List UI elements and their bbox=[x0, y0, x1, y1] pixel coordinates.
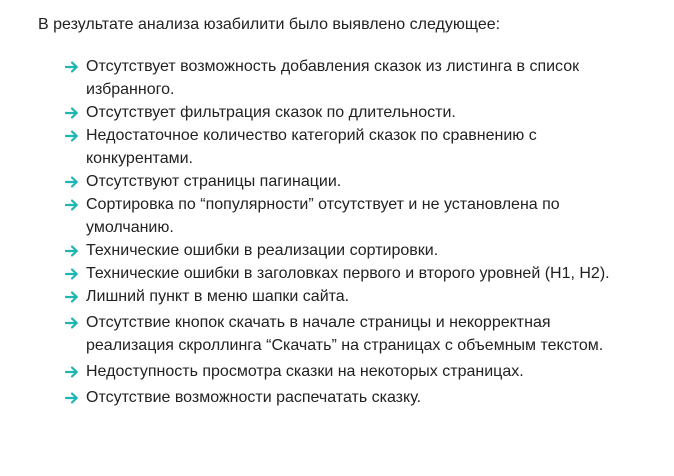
right-arrow-icon bbox=[65, 101, 81, 124]
right-arrow-icon bbox=[65, 360, 81, 383]
right-arrow-icon bbox=[65, 285, 81, 308]
right-arrow-icon bbox=[65, 193, 81, 216]
list-item bbox=[65, 386, 625, 409]
intro-text: В результате анализа юзабилити было выявлено следующее: bbox=[38, 16, 501, 33]
right-arrow-icon bbox=[65, 170, 81, 193]
list-item bbox=[65, 285, 625, 308]
finding-text: Лишний пункт в меню шапки сайта. bbox=[86, 288, 350, 305]
right-arrow-icon bbox=[65, 386, 81, 409]
finding-text: Отсутствует фильтрация сказок по длительности. bbox=[86, 104, 456, 121]
right-arrow-icon bbox=[65, 239, 81, 262]
right-arrow-icon bbox=[65, 55, 81, 78]
finding-text: Отсутствуют страницы пагинации. bbox=[86, 173, 342, 190]
list-item bbox=[65, 55, 625, 101]
list-item bbox=[65, 101, 625, 124]
list-item bbox=[65, 193, 625, 239]
finding-text: Недостаточное количество категорий сказок по сравнению с конкурентами. bbox=[86, 127, 537, 167]
finding-text: Отсутствие возможности распечатать сказку. bbox=[86, 389, 422, 406]
right-arrow-icon bbox=[65, 124, 81, 147]
finding-text: Технические ошибки в реализации сортировки. bbox=[86, 242, 439, 259]
list-item bbox=[65, 360, 625, 383]
finding-text: Отсутствует возможность добавления сказок из листинга в список избранного. bbox=[86, 58, 580, 98]
findings-list bbox=[38, 55, 625, 409]
list-item bbox=[65, 124, 625, 170]
finding-text: Недоступность просмотра сказки на некоторых страницах. bbox=[86, 363, 524, 380]
finding-text: Сортировка по “популярности” отсутствует и не установлена по умолчанию. bbox=[86, 196, 560, 236]
list-item bbox=[65, 170, 625, 193]
finding-text: Отсутствие кнопок скачать в начале страницы и некорректная реализация скроллинга “Скачать” на страницах с объемным текстом. bbox=[86, 314, 604, 354]
right-arrow-icon bbox=[65, 311, 81, 334]
right-arrow-icon bbox=[65, 262, 81, 285]
list-item bbox=[65, 311, 625, 357]
list-item bbox=[65, 239, 625, 262]
finding-text: Технические ошибки в заголовках первого и второго уровней (H1, H2). bbox=[86, 265, 610, 282]
list-item bbox=[65, 262, 625, 285]
